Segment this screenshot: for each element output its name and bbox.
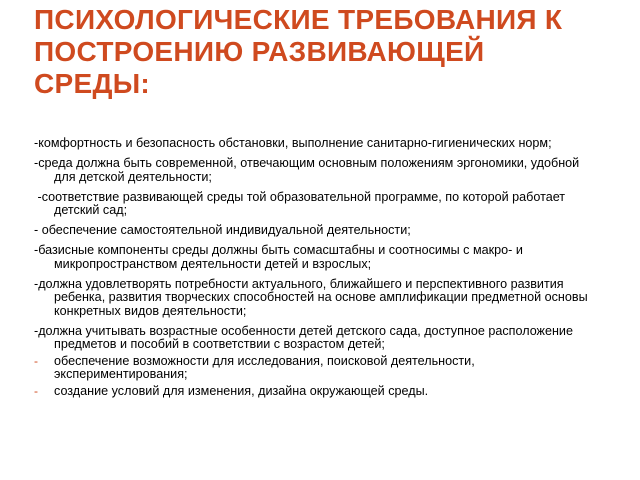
item-text: базисные компоненты среды должны быть сомасштабны и соотносимы с макро- и микропространством деятельности детей и взрослых;	[38, 243, 523, 271]
item-text: обеспечение возможности для исследования, поисковой деятельности, экспериментирования;	[54, 353, 475, 381]
title-line: ПСИХОЛОГИЧЕСКИЕ ТРЕБОВАНИЯ К	[34, 4, 563, 35]
list-item	[34, 157, 604, 184]
item-text: создание условий для изменения, дизайна окружающей среды.	[54, 383, 429, 398]
title-line: СРЕДЫ:	[34, 68, 151, 99]
item-prefix: -	[34, 323, 39, 338]
item-prefix: -	[34, 156, 39, 170]
list-item	[34, 191, 604, 218]
item-prefix: -	[34, 189, 42, 204]
list-item	[34, 355, 604, 382]
item-text: должна учитывать возрастные особенности детей детского сада, доступное расположение предметов и пособий в соответствии с возрастом детей;	[38, 323, 573, 351]
item-text: среда должна быть современной, отвечающим основным положениям эргономики, удобной для детской деятельности;	[38, 156, 580, 184]
item-prefix: -	[34, 243, 39, 257]
list-item	[34, 278, 604, 319]
item-text: соответствие развивающей среды той образовательной программе, по которой работает детский сад;	[41, 189, 566, 217]
item-prefix: -	[34, 136, 39, 150]
item-prefix: -	[34, 276, 39, 291]
requirements-list	[34, 137, 604, 405]
item-text: обеспечение самостоятельной индивидуальной деятельности;	[41, 223, 411, 237]
item-prefix: -	[34, 223, 42, 237]
list-item	[34, 325, 604, 352]
bullet-marker: -	[34, 383, 38, 398]
list-item	[34, 137, 604, 151]
list-item	[34, 385, 604, 399]
item-text: комфортность и безопасность обстановки, выполнение санитарно-гигиенических норм;	[38, 136, 552, 150]
list-item	[34, 244, 604, 271]
title-line: ПОСТРОЕНИЮ РАЗВИВАЮЩЕЙ	[34, 36, 485, 67]
bullet-marker: -	[34, 353, 38, 368]
item-text: должна удовлетворять потребности актуального, ближайшего и перспективного развития ребенка, развития творческих способностей на основе амплификации предметной основы конкретных видов деятельности;	[38, 276, 588, 318]
list-item	[34, 224, 604, 238]
slide-title	[34, 4, 624, 100]
